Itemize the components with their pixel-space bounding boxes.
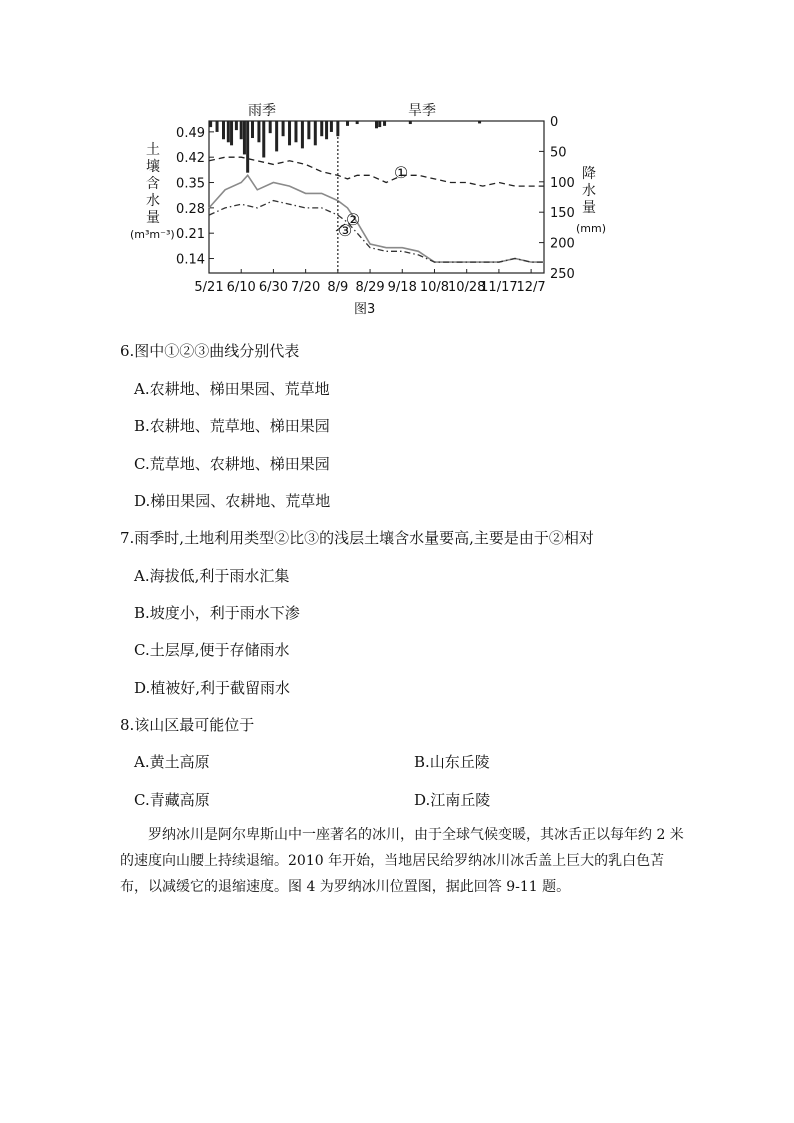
precipitation-bar: [375, 121, 378, 128]
plot-frame: [209, 121, 544, 273]
question-8-option-a: A.黄土高原: [134, 753, 210, 771]
precipitation-bar: [240, 121, 243, 139]
precipitation-bar: [262, 121, 265, 157]
question-6-option-b: B.农耕地、荒草地、梯田果园: [134, 417, 330, 435]
question-7-option-a: A.海拔低,利于雨水汇集: [134, 567, 290, 585]
precipitation-bar: [275, 121, 278, 151]
right-axis-label: 降 水 量: [582, 166, 596, 216]
precipitation-bar: [320, 121, 323, 136]
question-6-stem: 6.图中①②③曲线分别代表: [120, 342, 300, 360]
question-6-option-c: C.荒草地、农耕地、梯田果园: [134, 455, 330, 473]
precipitation-bar: [383, 121, 386, 126]
y-right-tick-label: 200: [550, 236, 575, 252]
x-tick-label: 8/9: [327, 280, 349, 295]
x-tick-label: 5/21: [194, 280, 224, 295]
y-left-tick-label: 0.35: [176, 176, 205, 192]
curve-label-1: [394, 163, 408, 182]
question-6-option-d: D.梯田果园、农耕地、荒草地: [134, 492, 331, 510]
y-right-tick-label: 150: [550, 206, 575, 222]
precipitation-bar: [246, 121, 249, 173]
precipitation-bar: [478, 121, 481, 123]
y-right-tick-label: 0: [550, 115, 559, 130]
left-axis-unit: (m³m⁻³): [130, 228, 175, 241]
precipitation-bar: [282, 121, 285, 136]
precipitation-bar: [216, 121, 219, 132]
question-8-option-d: D.江南丘陵: [414, 791, 491, 809]
x-tick-label: 10/8: [419, 280, 450, 295]
precipitation-bar: [288, 121, 291, 145]
x-tick-label: 6/10: [226, 280, 256, 295]
precipitation-bar: [235, 121, 238, 130]
question-7-stem: 7.雨季时,土地利用类型②比③的浅层土壤含水量要高,主要是由于②相对: [120, 529, 594, 547]
svg-text:③: ③: [337, 221, 353, 240]
x-tick-label: 10/28: [447, 280, 486, 295]
precipitation-bar: [346, 121, 349, 126]
curve-label-3: [338, 221, 352, 240]
question-8-stem: 8.该山区最可能位于: [120, 716, 255, 734]
series-line-2: [209, 175, 544, 262]
precipitation-bar: [294, 121, 297, 142]
svg-text:①: ①: [393, 163, 409, 182]
precipitation-bar: [356, 121, 359, 124]
series-line-3: [209, 201, 544, 263]
season-rainy-label: 雨季: [248, 103, 276, 119]
x-tick-label: 6/30: [258, 280, 289, 295]
figure-caption: 图3: [354, 302, 376, 317]
question-8-option-c: C.青藏高原: [134, 791, 210, 809]
left-axis-label: 土 壤 含 水 量: [146, 142, 160, 226]
precipitation-bar: [222, 121, 225, 139]
question-8-option-b: B.山东丘陵: [414, 753, 490, 771]
question-6-option-a: A.农耕地、梯田果园、荒草地: [134, 380, 330, 398]
precipitation-bar: [251, 121, 254, 138]
question-7-option-c: C.土层厚,便于存储雨水: [134, 641, 290, 659]
precipitation-bar: [269, 121, 272, 133]
precipitation-bar: [243, 121, 246, 154]
precipitation-bar: [301, 121, 304, 148]
precipitation-bar: [209, 121, 212, 127]
passage-text: 罗纳冰川是阿尔卑斯山中一座著名的冰川，由于全球气候变暖，其冰舌正以每年约 2 米的速度向山腰上持续退缩。2010 年开始，当地居民给罗纳冰川冰舌盖上巨大的乳白色苫布，以减缓它的退缩速度。图 4 为罗纳冰川位置图，据此回答 9-11 题。: [120, 827, 684, 895]
precipitation-bar: [257, 121, 260, 142]
precipitation-bar: [230, 121, 233, 145]
precipitation-bar: [325, 121, 328, 139]
precipitation-bar: [330, 121, 333, 132]
x-tick-label: 11/17: [480, 280, 518, 295]
precipitation-bar: [314, 121, 317, 145]
y-left-tick-label: 0.42: [176, 151, 205, 167]
x-tick-label: 7/20: [291, 280, 321, 295]
y-left-tick-label: 0.28: [176, 201, 205, 217]
y-right-tick-label: 250: [550, 267, 575, 282]
x-tick-label: 8/29: [355, 280, 385, 295]
question-7-option-d: D.植被好,利于截留雨水: [134, 679, 291, 697]
precipitation-bar: [227, 121, 230, 142]
y-right-tick-label: 100: [550, 175, 575, 191]
precipitation-bar: [378, 121, 381, 127]
y-left-tick-label: 0.14: [176, 252, 205, 268]
svg-text:②: ②: [345, 210, 361, 229]
y-left-tick-label: 0.21: [176, 227, 205, 243]
season-dry-label: 旱季: [408, 103, 436, 119]
x-tick-label: 9/18: [387, 280, 417, 295]
passage: [120, 822, 686, 900]
series-line-1: [209, 157, 544, 186]
soil-moisture-chart: [0, 0, 794, 320]
right-axis-unit: (mm): [576, 222, 607, 235]
precipitation-bar: [307, 121, 310, 139]
y-left-tick-label: 0.49: [176, 125, 205, 141]
x-tick-label: 12/7: [516, 280, 546, 295]
y-right-tick-label: 50: [550, 145, 567, 161]
question-7-option-b: B.坡度小，利于雨水下渗: [134, 604, 300, 622]
precipitation-bar: [409, 121, 412, 124]
